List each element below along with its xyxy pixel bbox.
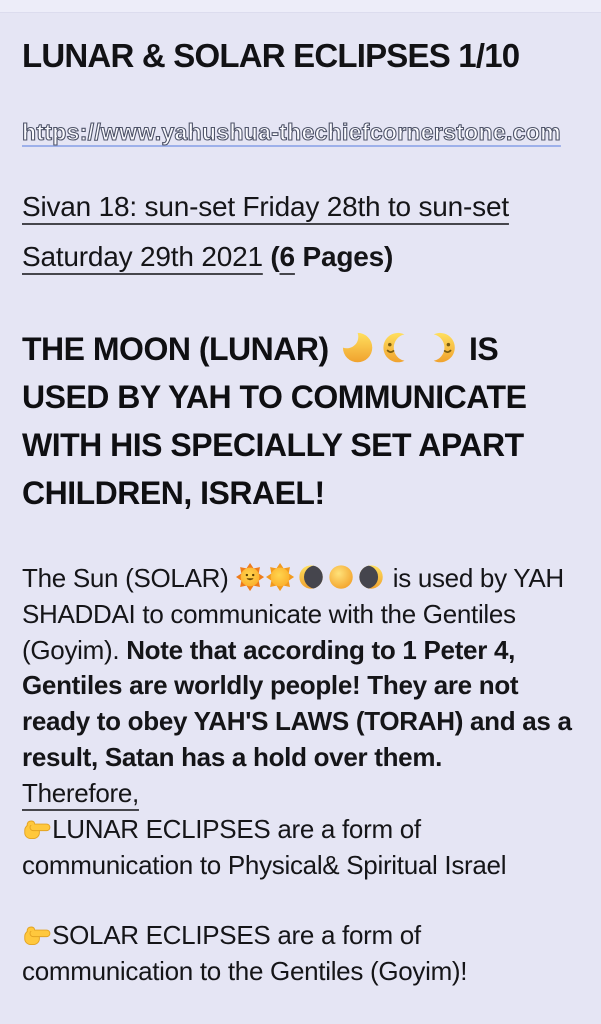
sun-with-face-icon	[236, 563, 264, 591]
solar-point-paragraph	[22, 918, 581, 990]
waxing-crescent-moon-icon	[357, 563, 385, 591]
therefore-underlined: Therefore,	[22, 778, 139, 809]
pages-paren-open: (	[262, 241, 280, 273]
pages-suffix: Pages)	[294, 241, 394, 273]
top-margin-strip	[0, 0, 601, 13]
pages-count: 6	[279, 241, 295, 273]
pointing-right-hand-icon	[23, 920, 51, 948]
note-title: LUNAR & SOLAR ECLIPSES 1/10	[22, 37, 520, 74]
full-moon-icon	[327, 563, 355, 591]
sun-paragraph-bold-text: Note that according to 1 Peter 4, Gentiles are worldly people! They are not ready to obey YAH'S LAWS (TORAH) and as a result, Satan has a hold over them.	[22, 634, 572, 773]
website-url-link[interactable]: https://www.yahushua-thechiefcornerstone.com	[22, 119, 561, 145]
solar-point-text: SOLAR ECLIPSES are a form of communication to the Gentiles (Goyim)!	[22, 919, 468, 986]
crescent-moon-icon	[340, 330, 375, 365]
moon-heading-text-after: IS USED BY YAH TO COMMUNICATE WITH HIS SPECIALLY SET APART CHILDREN, ISRAEL!	[22, 330, 527, 511]
lunar-point-text: LUNAR ECLIPSES are a form of communication to Physical& Spiritual Israel	[22, 813, 507, 880]
moon-heading-text-before: THE MOON (LUNAR)	[22, 330, 338, 367]
pointing-right-hand-icon	[23, 814, 51, 842]
sun-paragraph	[22, 561, 581, 884]
first-quarter-moon-with-face-icon	[381, 330, 416, 365]
waning-crescent-moon-icon	[297, 563, 325, 591]
date-line-underlined-text: Sivan 18: sun-set Friday 28th to sun-set Saturday 29th 2021	[22, 191, 509, 273]
note-page	[0, 37, 601, 989]
last-quarter-moon-with-face-icon	[422, 330, 457, 365]
sun-paragraph-text-after: is used by YAH SHADDAI to communicate with the Gentiles (Goyim).	[22, 562, 564, 665]
sun-icon	[266, 563, 294, 591]
moon-heading	[22, 325, 581, 517]
date-line	[22, 182, 581, 283]
sun-paragraph-text-before: The Sun (SOLAR)	[22, 562, 236, 593]
